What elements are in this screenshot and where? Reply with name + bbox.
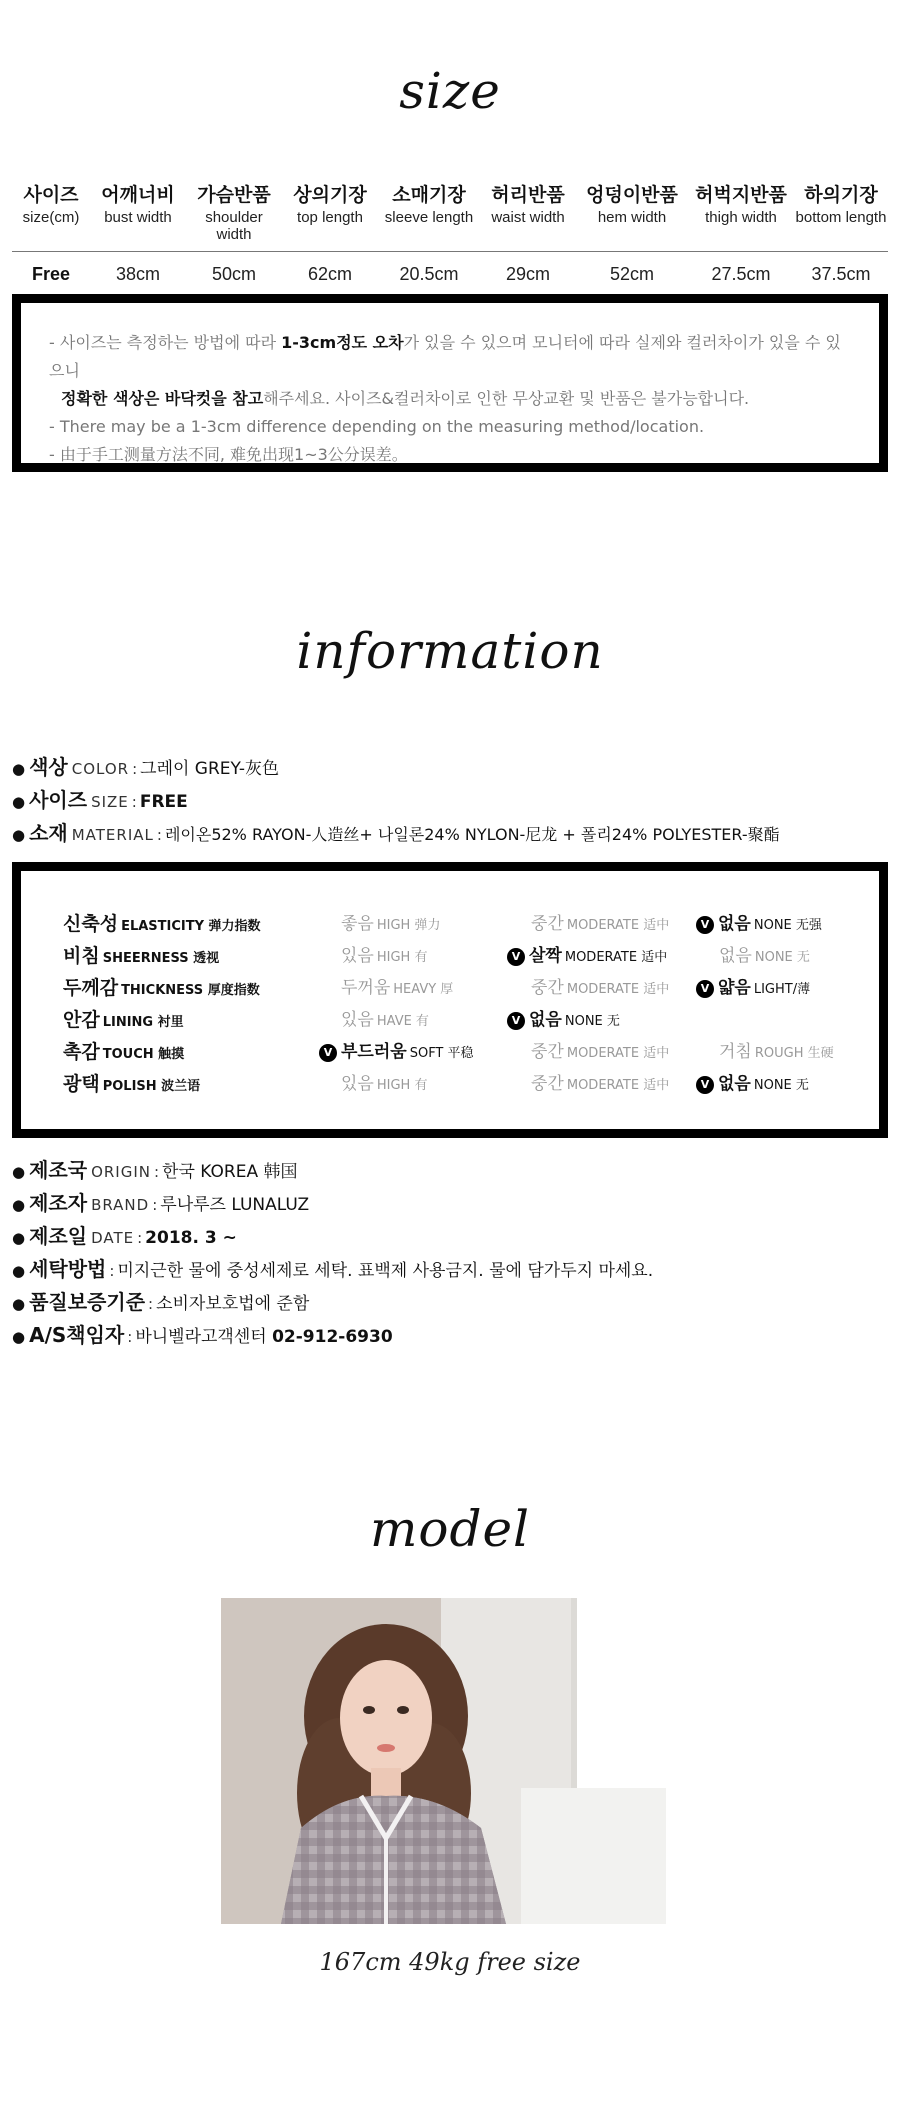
option-en: MODERATE 适中 — [566, 1046, 670, 1061]
check-icon: V — [319, 1044, 337, 1062]
option-ko: 중간 — [531, 1074, 564, 1094]
attr-option-selected — [696, 1068, 809, 1102]
info-bottom-list — [12, 1154, 653, 1352]
option-en: HEAVY 厚 — [393, 982, 454, 997]
attr-option — [531, 1036, 669, 1070]
info-quality — [12, 1286, 653, 1319]
attr-name — [63, 1004, 184, 1039]
info-label: 사이즈 — [29, 788, 88, 812]
attr-row-touch — [21, 1036, 879, 1068]
option-ko: 두꺼움 — [341, 978, 391, 998]
info-label: 제조국 — [29, 1158, 88, 1182]
attr-option-selected — [507, 940, 667, 974]
info-value: 그레이 GREY-灰色 — [140, 759, 280, 779]
size-col-header — [480, 180, 576, 252]
info-label: 세탁방법 — [29, 1257, 107, 1281]
info-label: 소재 — [29, 821, 68, 845]
option-ko: 얇음 — [718, 978, 751, 998]
info-label: 제조자 — [29, 1191, 88, 1215]
attr-option — [719, 940, 810, 974]
option-ko: 없음 — [718, 914, 751, 934]
attr-name-ko: 광택 — [63, 1073, 100, 1095]
option-ko: 중간 — [531, 1042, 564, 1062]
info-value: 한국 KOREA 韩国 — [162, 1162, 298, 1182]
info-washing — [12, 1253, 653, 1286]
attr-option-selected — [507, 1004, 620, 1038]
bullet-icon: ● — [12, 1229, 26, 1247]
check-icon: V — [696, 1076, 714, 1094]
attr-row-lining — [21, 1004, 879, 1036]
attr-name — [63, 940, 219, 975]
attr-option — [341, 1068, 427, 1102]
attr-name-ko: 촉감 — [63, 1041, 100, 1063]
bullet-icon: ● — [12, 1163, 26, 1181]
attr-name-ko: 신축성 — [63, 913, 119, 935]
bullet-icon: ● — [12, 760, 26, 778]
option-en: HIGH 有 — [376, 1078, 428, 1093]
size-col-header — [576, 180, 688, 252]
bullet-icon: ● — [12, 793, 26, 811]
option-en: SOFT 平稳 — [409, 1046, 474, 1061]
info-label-en: DATE — [91, 1229, 135, 1247]
attr-name-en: LINING 衬里 — [102, 1015, 184, 1030]
attr-row-elasticity — [21, 908, 879, 940]
info-label-en: COLOR — [71, 760, 130, 778]
col-label-en: top length — [297, 209, 363, 226]
size-section-title: size — [399, 62, 501, 120]
size-cell: 27.5cm — [711, 264, 771, 284]
option-en: HIGH 有 — [376, 950, 428, 965]
col-label-en: size(cm) — [22, 209, 80, 226]
bullet-icon: ● — [12, 1295, 26, 1313]
model-photo-illustration — [221, 1598, 666, 1924]
info-material — [12, 817, 780, 850]
note-text: - 사이즈는 측정하는 방법에 따라 — [49, 333, 282, 352]
attr-option — [341, 940, 427, 974]
size-col-header — [186, 180, 282, 252]
separator: : — [153, 1163, 160, 1181]
col-label-en: bottom length — [795, 209, 887, 226]
separator: : — [127, 1328, 133, 1346]
col-label-ko: 엉덩이반품 — [586, 184, 678, 206]
attr-name — [63, 908, 261, 943]
note-text: 가 있을 수 있으며 모니터에 따라 실제와 컬러차이가 있을 수 있으니 — [49, 333, 841, 380]
option-ko: 중간 — [531, 914, 564, 934]
info-date — [12, 1220, 653, 1253]
separator: : — [137, 1229, 143, 1247]
attr-name-en: TOUCH 触摸 — [102, 1047, 185, 1062]
size-note-box — [12, 294, 888, 472]
info-size — [12, 784, 780, 817]
col-label-ko: 어깨너비 — [101, 184, 175, 206]
option-en: HIGH 弹力 — [376, 918, 441, 933]
attr-name-ko: 비침 — [63, 945, 100, 967]
phone-number: 02-912-6930 — [272, 1327, 393, 1347]
size-cell: 29cm — [505, 264, 550, 284]
attr-option — [341, 908, 440, 942]
attr-name-ko: 안감 — [63, 1009, 100, 1031]
attr-name-en: THICKNESS 厚度指数 — [121, 983, 260, 998]
attr-row-polish — [21, 1068, 879, 1100]
option-en: NONE 无 — [753, 1078, 809, 1093]
size-col-header — [688, 180, 794, 252]
option-en: NONE 无 — [754, 950, 810, 965]
size-cell: 50cm — [211, 264, 256, 284]
attr-name — [63, 1068, 200, 1103]
info-value: 바니벨라고객센터 — [135, 1327, 273, 1347]
info-origin — [12, 1154, 653, 1187]
info-color — [12, 751, 780, 784]
option-ko: 중간 — [531, 978, 564, 998]
col-label-en: thigh width — [705, 209, 777, 226]
size-table — [12, 180, 888, 285]
info-label: A/S책임자 — [29, 1323, 125, 1347]
option-en: NONE 无强 — [753, 918, 822, 933]
separator: : — [132, 760, 138, 778]
attr-option — [531, 908, 669, 942]
option-ko: 있음 — [341, 1010, 374, 1030]
info-as-contact — [12, 1319, 653, 1352]
bullet-icon: ● — [12, 1328, 26, 1346]
info-label: 색상 — [29, 755, 68, 779]
size-cell: 52cm — [609, 264, 654, 284]
info-value: 2018. 3 ~ — [145, 1228, 237, 1248]
info-top-list — [12, 751, 780, 850]
option-ko: 없음 — [529, 1010, 562, 1030]
check-icon: V — [507, 948, 525, 966]
separator: : — [152, 1196, 158, 1214]
note-line: - There may be a 1-3cm difference depending on the measuring method/location. — [49, 417, 705, 436]
attr-option-selected — [319, 1036, 474, 1070]
attr-name-en: SHEERNESS 透视 — [102, 951, 220, 966]
note-emphasis: 정확한 색상은 바닥컷을 참고 — [61, 389, 264, 408]
option-ko: 없음 — [718, 1074, 751, 1094]
bullet-icon: ● — [12, 826, 26, 844]
option-en: LIGHT/薄 — [753, 982, 811, 997]
attr-option — [719, 1036, 834, 1070]
attr-option — [341, 972, 453, 1006]
separator: : — [131, 793, 137, 811]
info-value: 레이온52% RAYON-人造丝+ 나일론24% NYLON-尼龙 + 폴리24% POLYESTER-聚酯 — [164, 825, 780, 844]
option-ko: 있음 — [341, 1074, 374, 1094]
attr-option — [341, 1004, 429, 1038]
attr-row-thickness — [21, 972, 879, 1004]
option-ko: 거침 — [719, 1042, 752, 1062]
model-photo — [221, 1598, 666, 1924]
option-ko: 살짝 — [529, 946, 562, 966]
note-emphasis: 1-3cm정도 오차 — [281, 333, 404, 352]
option-ko: 있음 — [341, 946, 374, 966]
col-label-en: sleeve length — [384, 209, 474, 226]
option-en: MODERATE 适中 — [564, 950, 668, 965]
note-text: 해주세요. 사이즈&컬러차이로 인한 무상교환 및 반품은 불가능합니다. — [263, 389, 750, 408]
model-caption: 167cm 49kg free size — [319, 1948, 581, 1976]
col-label-ko: 허리반품 — [491, 184, 565, 206]
attr-name-ko: 두께감 — [63, 977, 119, 999]
fabric-attributes-box — [12, 862, 888, 1138]
info-label-en: MATERIAL — [71, 826, 154, 844]
size-cell: 62cm — [307, 264, 352, 284]
check-icon: V — [507, 1012, 525, 1030]
attr-option-selected — [696, 972, 810, 1006]
attr-option — [531, 1068, 669, 1102]
attr-name-en: ELASTICITY 弹力指数 — [121, 919, 261, 934]
model-section-title: model — [369, 1500, 531, 1558]
bullet-icon: ● — [12, 1196, 26, 1214]
col-label-ko: 하의기장 — [804, 184, 878, 206]
info-label-en: SIZE — [91, 793, 129, 811]
info-label-en: BRAND — [91, 1196, 150, 1214]
col-label-ko: 상의기장 — [293, 184, 367, 206]
col-label-en: shoulder width — [205, 209, 263, 243]
size-cell: 20.5cm — [399, 264, 459, 284]
check-icon: V — [696, 980, 714, 998]
attr-option-selected — [696, 908, 822, 942]
size-col-header — [282, 180, 378, 252]
note-line — [49, 329, 851, 385]
option-ko: 부드러움 — [341, 1042, 407, 1062]
col-label-en: waist width — [491, 209, 565, 226]
option-en: MODERATE 适中 — [566, 918, 670, 933]
attr-name — [63, 972, 260, 1007]
note-line: - 由于手工测量方法不同, 难免出现1~3公分误差。 — [49, 445, 408, 464]
size-col-header — [90, 180, 186, 252]
size-col-header — [12, 180, 90, 252]
info-value: 미지근한 물에 중성세제로 세탁. 표백제 사용금지. 물에 담가두지 마세요. — [117, 1261, 654, 1281]
col-label-ko: 가슴반품 — [197, 184, 271, 206]
size-col-header — [378, 180, 480, 252]
attr-name-en: POLISH 波兰语 — [102, 1079, 201, 1094]
info-label-en: ORIGIN — [91, 1163, 151, 1181]
option-en: NONE 无 — [564, 1014, 620, 1029]
information-section-title: information — [296, 622, 604, 680]
check-icon: V — [696, 916, 714, 934]
size-cell: 37.5cm — [811, 264, 871, 284]
separator: : — [148, 1295, 154, 1313]
option-en: MODERATE 适中 — [566, 982, 670, 997]
col-label-ko: 소매기장 — [392, 184, 466, 206]
separator: : — [156, 826, 162, 844]
bullet-icon: ● — [12, 1262, 26, 1280]
info-value: 루나루즈 LUNALUZ — [160, 1195, 310, 1215]
info-brand — [12, 1187, 653, 1220]
size-cell: 38cm — [115, 264, 160, 284]
separator: : — [109, 1262, 115, 1280]
info-label: 제조일 — [29, 1224, 88, 1248]
option-ko: 없음 — [719, 946, 752, 966]
col-label-ko: 사이즈 — [23, 184, 79, 206]
option-en: MODERATE 适中 — [566, 1078, 670, 1093]
col-label-en: hem width — [597, 209, 667, 226]
info-value: FREE — [139, 792, 188, 812]
option-en: ROUGH 生硬 — [754, 1046, 834, 1061]
note-line — [49, 385, 851, 413]
attr-option — [531, 972, 669, 1006]
size-cell: Free — [31, 264, 71, 284]
option-ko: 좋음 — [341, 914, 374, 934]
size-col-header — [794, 180, 888, 252]
info-value: 소비자보호법에 준함 — [156, 1294, 310, 1314]
attr-name — [63, 1036, 184, 1071]
info-label: 품질보증기준 — [29, 1290, 146, 1314]
col-label-en: bust width — [104, 209, 172, 226]
col-label-ko: 허벅지반품 — [695, 184, 787, 206]
option-en: HAVE 有 — [376, 1014, 429, 1029]
attr-row-sheerness — [21, 940, 879, 972]
